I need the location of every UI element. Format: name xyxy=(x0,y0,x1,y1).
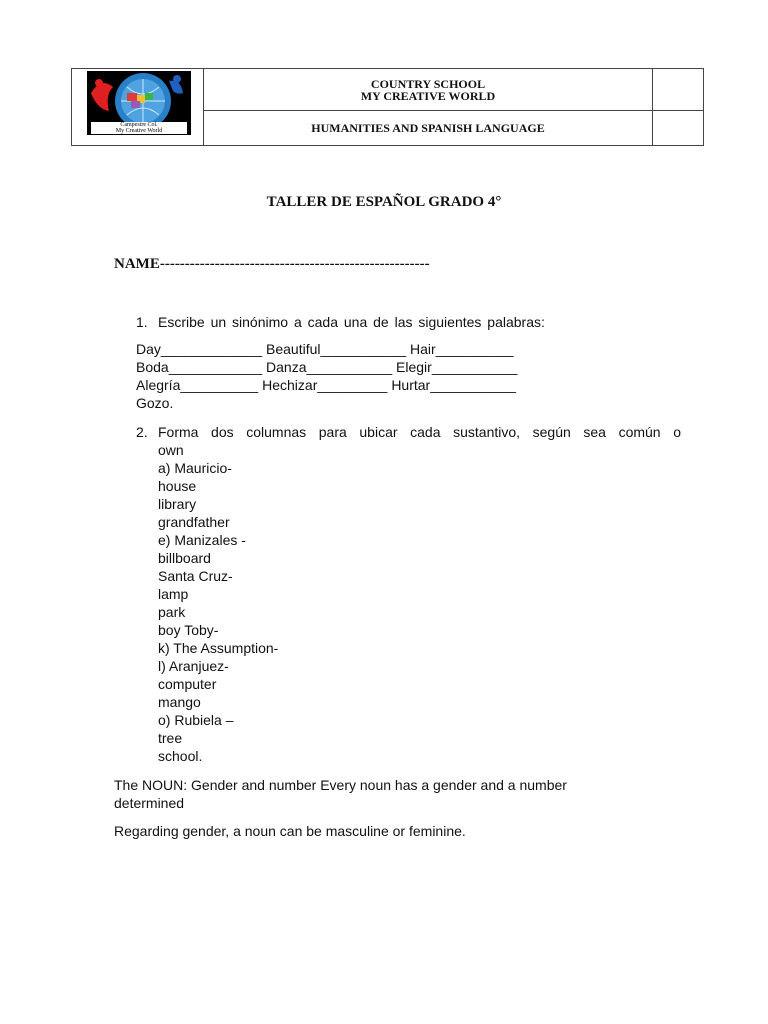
noun-list xyxy=(158,459,298,765)
list-item: school. xyxy=(158,748,203,764)
subject-cell xyxy=(204,111,653,146)
list-item: e) Manizales - xyxy=(158,532,246,548)
list-item: computer xyxy=(158,676,217,692)
synonym-line: Gozo. xyxy=(136,395,174,411)
question-2-text: Forma dos columnas para ubicar cada sustantivo, según sea común o xyxy=(158,424,681,440)
question-1 xyxy=(136,313,601,331)
list-item: l) Aranjuez- xyxy=(158,658,229,674)
school-logo xyxy=(87,71,191,135)
logo-caption-line-2: My Creative World xyxy=(115,128,163,134)
list-item: house xyxy=(158,478,197,494)
list-item: tree xyxy=(158,730,183,746)
synonym-line: Boda____________ Danza___________ Elegir___________ xyxy=(136,359,518,375)
school-name: COUNTRY SCHOOL xyxy=(370,76,486,91)
logo-cell xyxy=(72,69,204,146)
question-2-text-continued: own xyxy=(158,442,184,458)
header-table xyxy=(71,68,704,146)
list-item: mango xyxy=(158,694,201,710)
question-2 xyxy=(136,423,681,459)
list-item: grandfather xyxy=(158,514,230,530)
list-item: boy Toby- xyxy=(158,622,219,638)
list-item: lamp xyxy=(158,586,189,602)
gender-paragraph: Regarding gender, a noun can be masculine or feminine. xyxy=(114,823,466,839)
list-item: library xyxy=(158,496,197,512)
synonym-words xyxy=(136,340,556,412)
workshop-title: TALLER DE ESPAÑOL GRADO 4° xyxy=(266,194,502,210)
school-name-cell xyxy=(204,69,653,111)
logo-caption-line-1: Campestre Col. xyxy=(120,122,158,128)
logo-caption xyxy=(91,122,187,134)
list-item: o) Rubiela – xyxy=(158,712,234,728)
subject-name: HUMANITIES AND SPANISH LANGUAGE xyxy=(311,121,545,135)
header-empty-cell-top xyxy=(653,69,704,111)
list-item: park xyxy=(158,604,186,620)
school-motto: MY CREATIVE WORLD xyxy=(360,88,496,103)
question-2-number: 2. xyxy=(136,424,148,440)
synonym-line: Day_____________ Beautiful___________ Hair__________ xyxy=(136,341,514,357)
noun-paragraph: The NOUN: Gender and number Every noun has a gender and a number determined xyxy=(114,777,567,811)
list-item: billboard xyxy=(158,550,211,566)
name-line: NAME------------------------------------------------------ xyxy=(114,256,430,272)
question-1-number: 1. xyxy=(136,314,148,330)
question-1-text: Escribe un sinónimo a cada una de las siguientes palabras: xyxy=(158,314,545,330)
header-empty-cell-bottom xyxy=(653,111,704,146)
list-item: a) Mauricio- xyxy=(158,460,232,476)
synonym-line: Alegría__________ Hechizar_________ Hurtar___________ xyxy=(136,377,516,393)
list-item: Santa Cruz- xyxy=(158,568,233,584)
list-item: k) The Assumption- xyxy=(158,640,279,656)
